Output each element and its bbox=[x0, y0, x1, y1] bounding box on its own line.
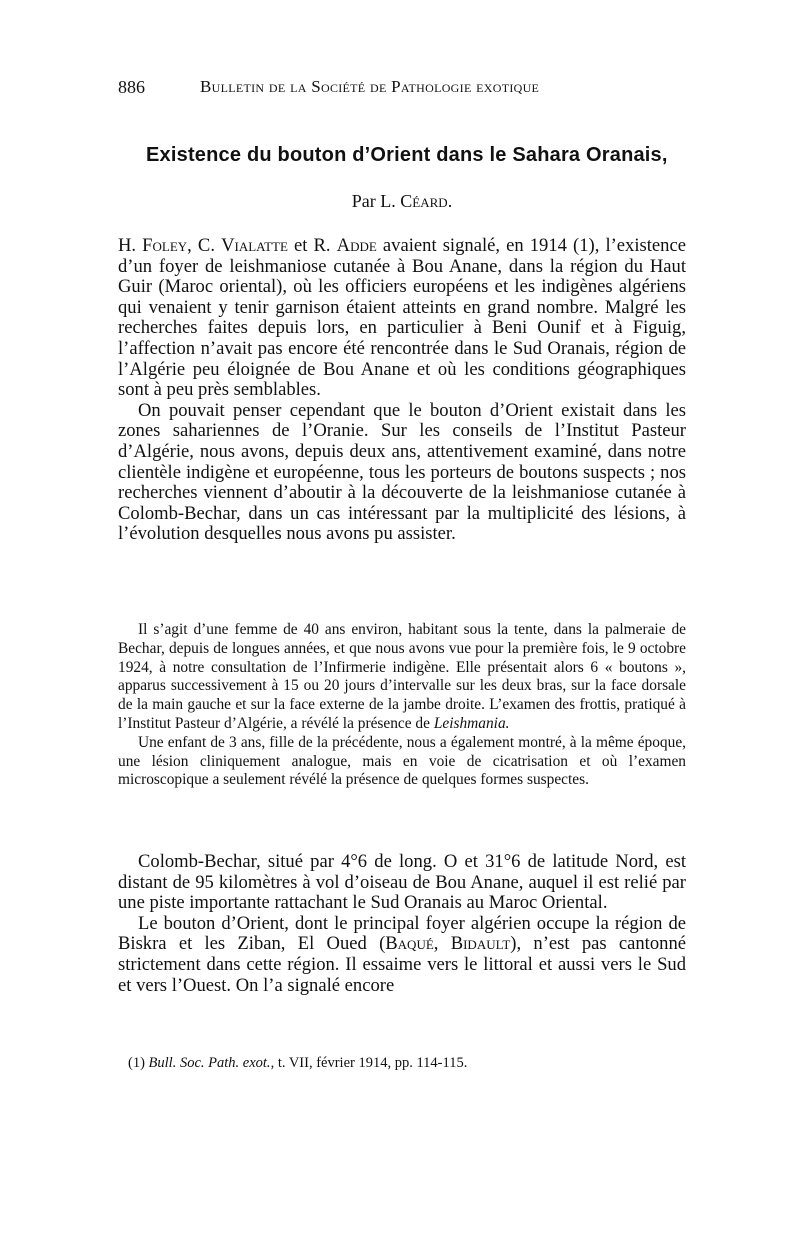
page-number: 886 bbox=[118, 77, 145, 97]
running-head bbox=[118, 76, 686, 98]
byline-prefix: Par L. bbox=[351, 191, 401, 211]
case1-text: Il s’agit d’une femme de 40 ans environ, habitant sous la tente, dans la palmeraie de Bechar, depuis de longues années, et que nous avons vue pour la première fois, le 9 octobre 1924, à notre consultation de l’Infirmerie indigène. Elle présentait alors 6 « boutons », apparus successivement à 15 ou 20 jours d’intervalle sur les deux bras, sur la face dorsale de la main gauche et sur la face externe de la jambe droite. L’examen des frottis, pratiqué à l’Institut Pasteur d’Algérie, a révélé la présence de bbox=[118, 621, 686, 732]
case-paragraph-2: Une enfant de 3 ans, fille de la précédente, nous a également montré, à la même époque, une lésion cliniquement analogue, mais en voie de cicatrisation et où l’examen microscopique a seulement révélé la présence de quelques formes suspectes. bbox=[118, 733, 686, 789]
case-report-block bbox=[118, 621, 686, 790]
author-baque: Baqué bbox=[385, 933, 434, 955]
case-paragraph-1 bbox=[118, 621, 686, 734]
author-foley: Foley bbox=[142, 235, 188, 256]
p4-text-a: Le bouton d’Orient, dont le principal foyer algérien occupe la région de Biskra et les Ziban, El Oued ( bbox=[118, 912, 686, 955]
p1-text-c: et R. bbox=[287, 235, 337, 256]
author-adde: Adde bbox=[336, 235, 377, 256]
footnote bbox=[128, 1055, 686, 1072]
p4-text-b: , bbox=[433, 933, 451, 955]
paragraph-2: On pouvait penser cependant que le bouton d’Orient existait dans les zones sahariennes de l’Oranie. Sur les conseils de l’Institut Pasteur d’Algérie, nous avons, depuis deux ans, attentivement examiné, dans notre clientèle indigène et européenne, tous les porteurs de boutons suspects ; nos recherches viennent d’aboutir à la découverte de la leishmaniose cutanée à Colomb-Bechar, dans un cas intéressant par la multiplicité des lésions, à l’évolution desquelles nous avons pu assister. bbox=[118, 399, 686, 545]
article-title: Existence du bouton d’Orient dans le Sahara Oranais, bbox=[146, 144, 668, 166]
footnote-ref: , t. VII, février 1914, pp. 114-115. bbox=[270, 1055, 468, 1071]
author-vialatte: Vialatte bbox=[221, 235, 288, 256]
paragraph-4 bbox=[118, 914, 686, 996]
byline bbox=[118, 191, 686, 212]
p1-text-a: H. bbox=[118, 235, 143, 256]
body-block-1 bbox=[118, 236, 686, 545]
author-name: Céard. bbox=[400, 191, 453, 211]
footnote-marker: (1) bbox=[128, 1055, 149, 1071]
author-bidault: Bidault bbox=[450, 933, 511, 955]
p4-text-c: ), n’est pas cantonné strictement dans cette région. Il essaime vers le littoral et aussi vers le Sud et vers l’Ouest. On l’a signalé encore bbox=[118, 933, 686, 996]
p1-text-d: avaient signalé, en 1914 (1), l’existence d’un foyer de leishmaniose cutanée à Bou Anane, dans la région du Haut Guir (Maroc oriental), où les officiers européens et les indigènes algériens qui venaient y tenir garnison étaient atteints en grand nombre. Malgré les recherches faites depuis lors, en particulier à Beni Ounif et à Figuig, l’affection n’avait pas encore été rencontrée dans le Sud Oranais, région de l’Algérie peu éloignée de Bou Anane et où les conditions géographiques sont à peu près semblables. bbox=[118, 235, 686, 401]
journal-title: Bulletin de la Société de Pathologie exotique bbox=[200, 77, 540, 96]
paragraph-1 bbox=[118, 236, 686, 401]
paragraph-3: Colomb-Bechar, situé par 4°6 de long. O et 31°6 de latitude Nord, est distant de 95 kilomètres à vol d’oiseau de Bou Anane, auquel il est relié par une piste importante rattachant le Sud Oranais au Maroc Oriental. bbox=[118, 851, 686, 914]
footnote-journal: Bull. Soc. Path. exot. bbox=[148, 1055, 271, 1071]
case1-italic: Leishmania. bbox=[433, 714, 510, 732]
body-block-3 bbox=[118, 852, 686, 996]
p1-text-b: , C. bbox=[187, 235, 222, 256]
